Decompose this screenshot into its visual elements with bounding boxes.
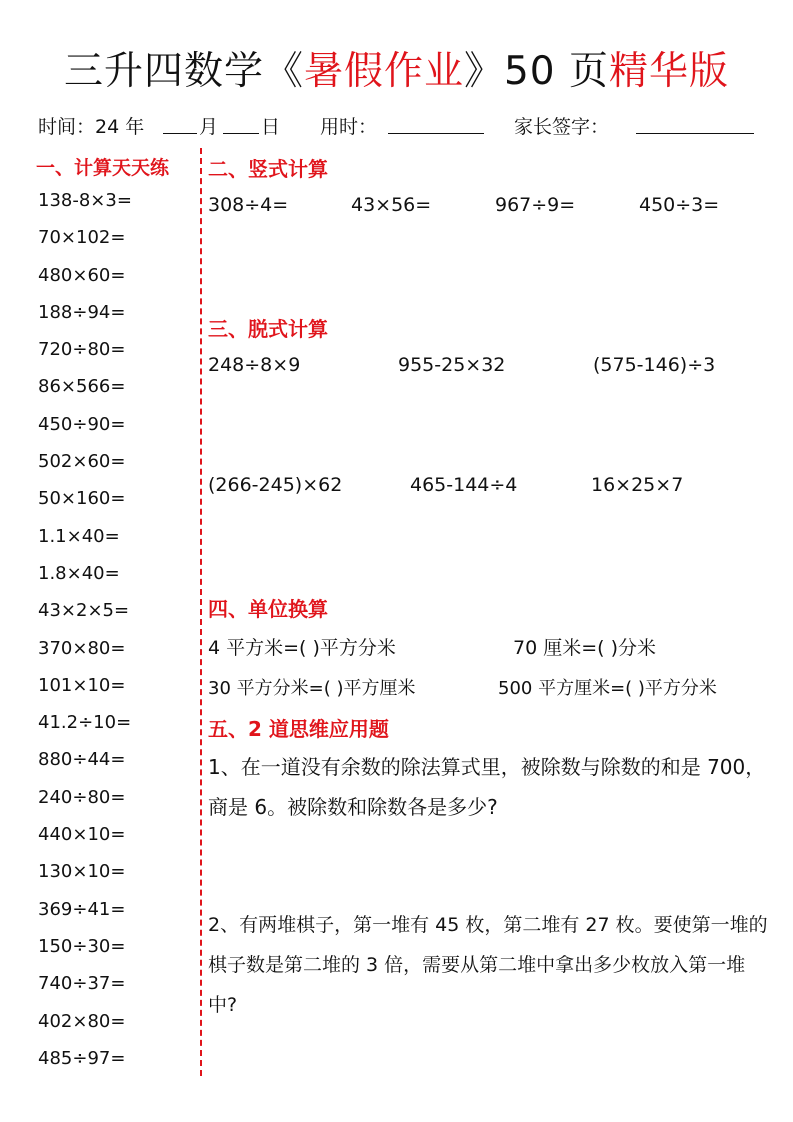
- title-highlight: 暑假作业: [303, 49, 464, 94]
- mental-math-item: 41.2÷10=: [38, 712, 132, 734]
- mental-math-item: 150÷30=: [38, 935, 126, 957]
- unit-conversion-item: 500 平方厘米=( )平方分米: [498, 678, 717, 699]
- mental-math-item: 370×80=: [38, 637, 126, 659]
- mental-math-item: 86×566=: [38, 376, 126, 398]
- mental-math-item: 43×2×5=: [38, 600, 130, 622]
- mental-math-item: 720÷80=: [38, 339, 126, 361]
- mental-math-item: 1.1×40=: [38, 525, 120, 547]
- vertical-calc-item: 308÷4=: [208, 194, 289, 216]
- word-problem-1: 1、在一道没有余数的除法算式里，被除数与除数的和是 700，商是 6。被除数和除数各是多少?: [208, 755, 766, 819]
- mental-math-item: 70×102=: [38, 227, 126, 249]
- column-divider: [200, 148, 202, 1076]
- month-label: 月: [199, 116, 219, 138]
- vertical-calc-item: 450÷3=: [639, 194, 720, 216]
- used-time-blank[interactable]: [388, 113, 484, 134]
- time-label: 时间：24 年: [38, 116, 145, 138]
- mental-math-list: [38, 186, 132, 1081]
- unit-conversion-item: 4 平方米=( )平方分米: [208, 637, 396, 659]
- title-part1: 三升四数学《: [63, 49, 304, 94]
- mental-math-item: 1.8×40=: [38, 562, 120, 584]
- parent-signature-label: 家长签字：: [514, 116, 610, 138]
- step-calc-item: (575-146)÷3: [593, 354, 716, 376]
- unit-conversion-item: 70 厘米=( )分米: [513, 637, 657, 659]
- section1-title: 一、计算天天练: [36, 157, 170, 179]
- step-calc-item: 248÷8×9: [208, 354, 301, 376]
- mental-math-item: 485÷97=: [38, 1047, 126, 1069]
- section3-title: 三、脱式计算: [208, 317, 328, 341]
- title-part3: 》50 页: [463, 49, 610, 94]
- title-edition: 精华版: [609, 49, 730, 94]
- word-problem-2: 2、有两堆棋子，第一堆有 45 枚，第二堆有 27 枚。要使第一堆的棋子数是第二堆的 3 倍，需要从第二堆中拿出多少枚放入第一堆中?: [208, 914, 768, 1016]
- mental-math-item: 402×80=: [38, 1010, 126, 1032]
- used-time-label: 用时：: [320, 116, 378, 138]
- mental-math-item: 369÷41=: [38, 898, 126, 920]
- section2-title: 二、竖式计算: [208, 157, 328, 181]
- section5-title: 五、2 道思维应用题: [208, 717, 389, 741]
- mental-math-item: 450÷90=: [38, 413, 126, 435]
- mental-math-item: 130×10=: [38, 861, 126, 883]
- mental-math-item: 138-8×3=: [38, 190, 132, 211]
- parent-signature-blank[interactable]: [636, 113, 754, 134]
- page-title: [0, 44, 793, 100]
- mental-math-item: 502×60=: [38, 451, 126, 473]
- mental-math-item: 101×10=: [38, 674, 126, 696]
- step-calc-item: 16×25×7: [591, 474, 684, 496]
- mental-math-item: 440×10=: [38, 824, 126, 846]
- day-label: 日: [261, 116, 281, 138]
- mental-math-item: 188÷94=: [38, 301, 126, 323]
- mental-math-item: 50×160=: [38, 488, 126, 510]
- step-calc-item: 465-144÷4: [410, 474, 518, 496]
- info-line: [38, 112, 758, 142]
- month-blank[interactable]: [163, 113, 197, 134]
- mental-math-item: 240÷80=: [38, 786, 126, 808]
- vertical-calc-item: 43×56=: [351, 194, 432, 216]
- mental-math-item: 480×60=: [38, 264, 126, 286]
- mental-math-item: 880÷44=: [38, 749, 126, 771]
- mental-math-item: 740÷37=: [38, 973, 126, 995]
- unit-conversion-item: 30 平方分米=( )平方厘米: [208, 678, 416, 699]
- section4-title: 四、单位换算: [208, 597, 328, 621]
- day-blank[interactable]: [223, 113, 259, 134]
- step-calc-item: 955-25×32: [398, 354, 506, 376]
- vertical-calc-item: 967÷9=: [495, 194, 576, 216]
- step-calc-item: (266-245)×62: [208, 474, 343, 496]
